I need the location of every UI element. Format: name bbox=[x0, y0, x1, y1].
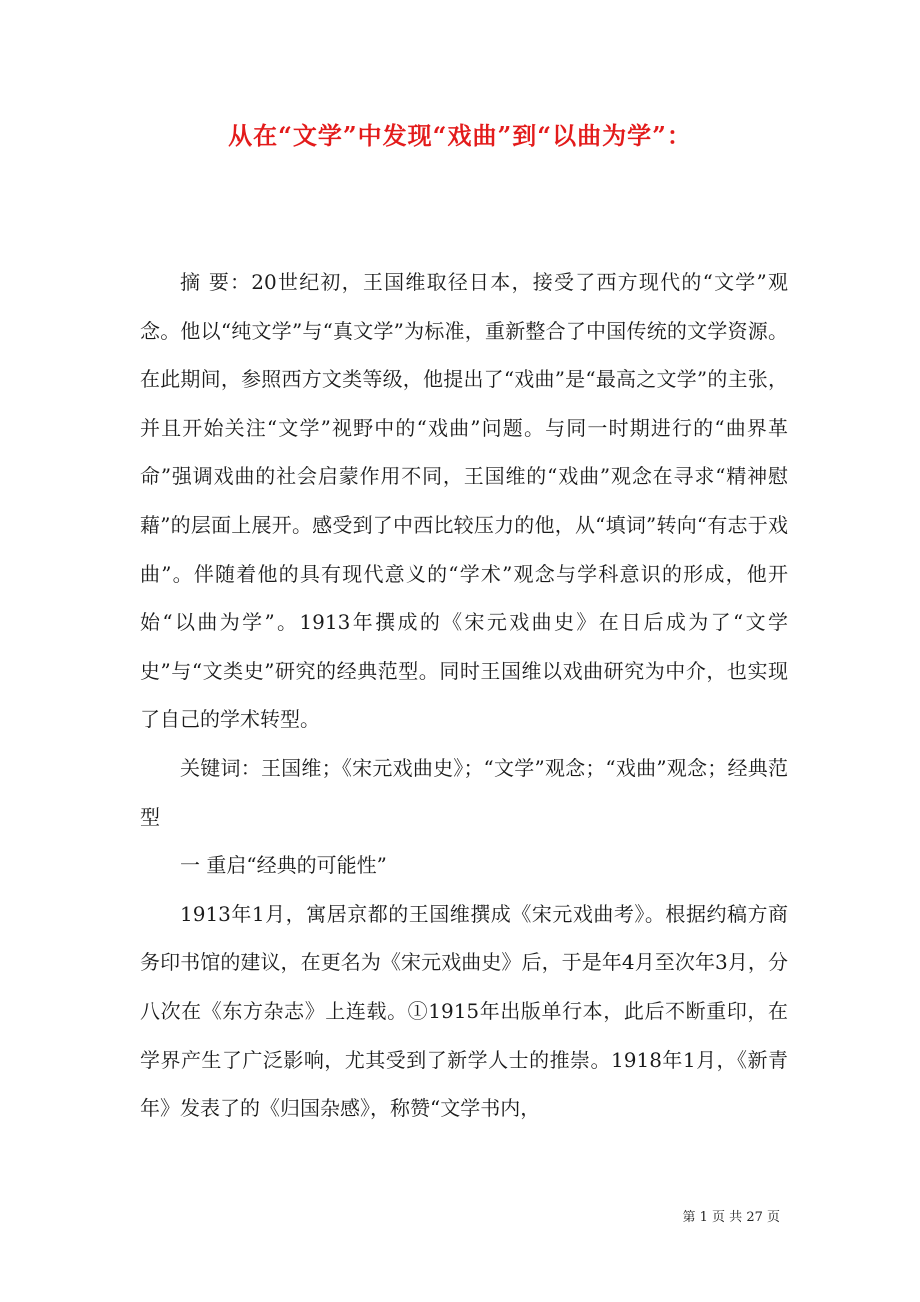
document-body bbox=[140, 258, 788, 1133]
page-number: 第 1 页 共 27 页 bbox=[682, 1210, 780, 1225]
document-title: 从在“文学”中发现“戏曲”到“以曲为学”： bbox=[228, 121, 692, 150]
keywords-paragraph: 关键词：王国维；《宋元戏曲史》；“文学”观念；“戏曲”观念；经典范型 bbox=[140, 755, 788, 829]
abstract-paragraph: 摘 要：20世纪初，王国维取径日本，接受了西方现代的“文学”观念。他以“纯文学”与“真文学”为标准，重新整合了中国传统的文学资源。在此期间，参照西方文类等级，他提出了“戏曲”是“最高之文学”的主张，并且开始关注“文学”视野中的“戏曲”问题。与同一时期进行的“曲界革命”强调戏曲的社会启蒙作用不同，王国维的“戏曲”观念在寻求“精神慰藉”的层面上展开。感受到了中西比较压力的他，从“填词”转向“有志于戏曲”。伴随着他的具有现代意义的“学术”观念与学科意识的形成，他开始“以曲为学”。1913年撰成的《宋元戏曲史》在日后成为了“文学史”与“文类史”研究的经典范型。同时王国维以戏曲研究为中介，也实现了自己的学术转型。 bbox=[140, 270, 788, 732]
body-paragraph: 1913年1月，寓居京都的王国维撰成《宋元戏曲考》。根据约稿方商务印书馆的建议，在更名为《宋元戏曲史》后，于是年4月至次年3月，分八次在《东方杂志》上连载。①1915年出版单行本，此后不断重印，在学界产生了广泛影响，尤其受到了新学人士的推崇。1918年1月，《新青年》发表了的《归国杂感》，称赞“文学书内， bbox=[140, 901, 788, 1121]
section-heading: 一 重启“经典的可能性” bbox=[180, 853, 387, 878]
